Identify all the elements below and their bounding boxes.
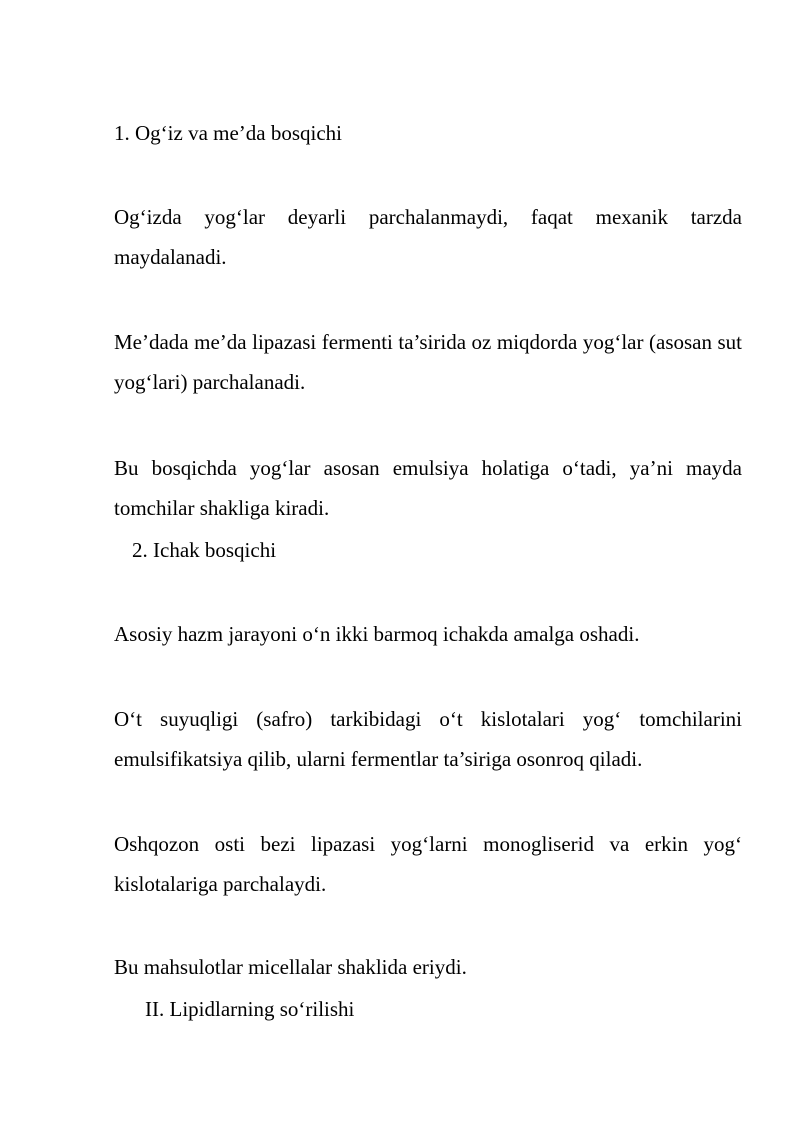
section-heading-absorption: II. Lipidlarning so‘rilishi [145,997,355,1021]
paragraph-stomach: Me’dada me’da lipazasi fermenti ta’sirida oz miqdorda yog‘lar (asosan sut yog‘lari) parchalanadi. [114,330,742,394]
section-heading-mouth-stomach: 1. Og‘iz va me’da bosqichi [114,121,343,145]
paragraph-emulsion: Bu bosqichda yog‘lar asosan emulsiya holatiga o‘tadi, ya’ni mayda tomchilar shakliga kiradi. [114,456,742,520]
paragraph-micelles: Bu mahsulotlar micellalar shaklida eriydi. [114,955,467,979]
paragraph-mouth: Og‘izda yog‘lar deyarli parchalanmaydi, faqat mexanik tarzda maydalanadi. [114,205,742,269]
section-heading-intestine: 2. Ichak bosqichi [132,538,277,562]
paragraph-bile: O‘t suyuqligi (safro) tarkibidagi o‘t kislotalari yog‘ tomchilarini emulsifikatsiya qilib, ularni fermentlar ta’siriga osonroq qiladi. [114,707,742,771]
paragraph-duodenum: Asosiy hazm jarayoni o‘n ikki barmoq ichakda amalga oshadi. [114,622,640,646]
paragraph-pancreatic-lipase: Oshqozon osti bezi lipazasi yog‘larni monogliserid va erkin yog‘ kislotalariga parchalaydi. [114,832,742,896]
